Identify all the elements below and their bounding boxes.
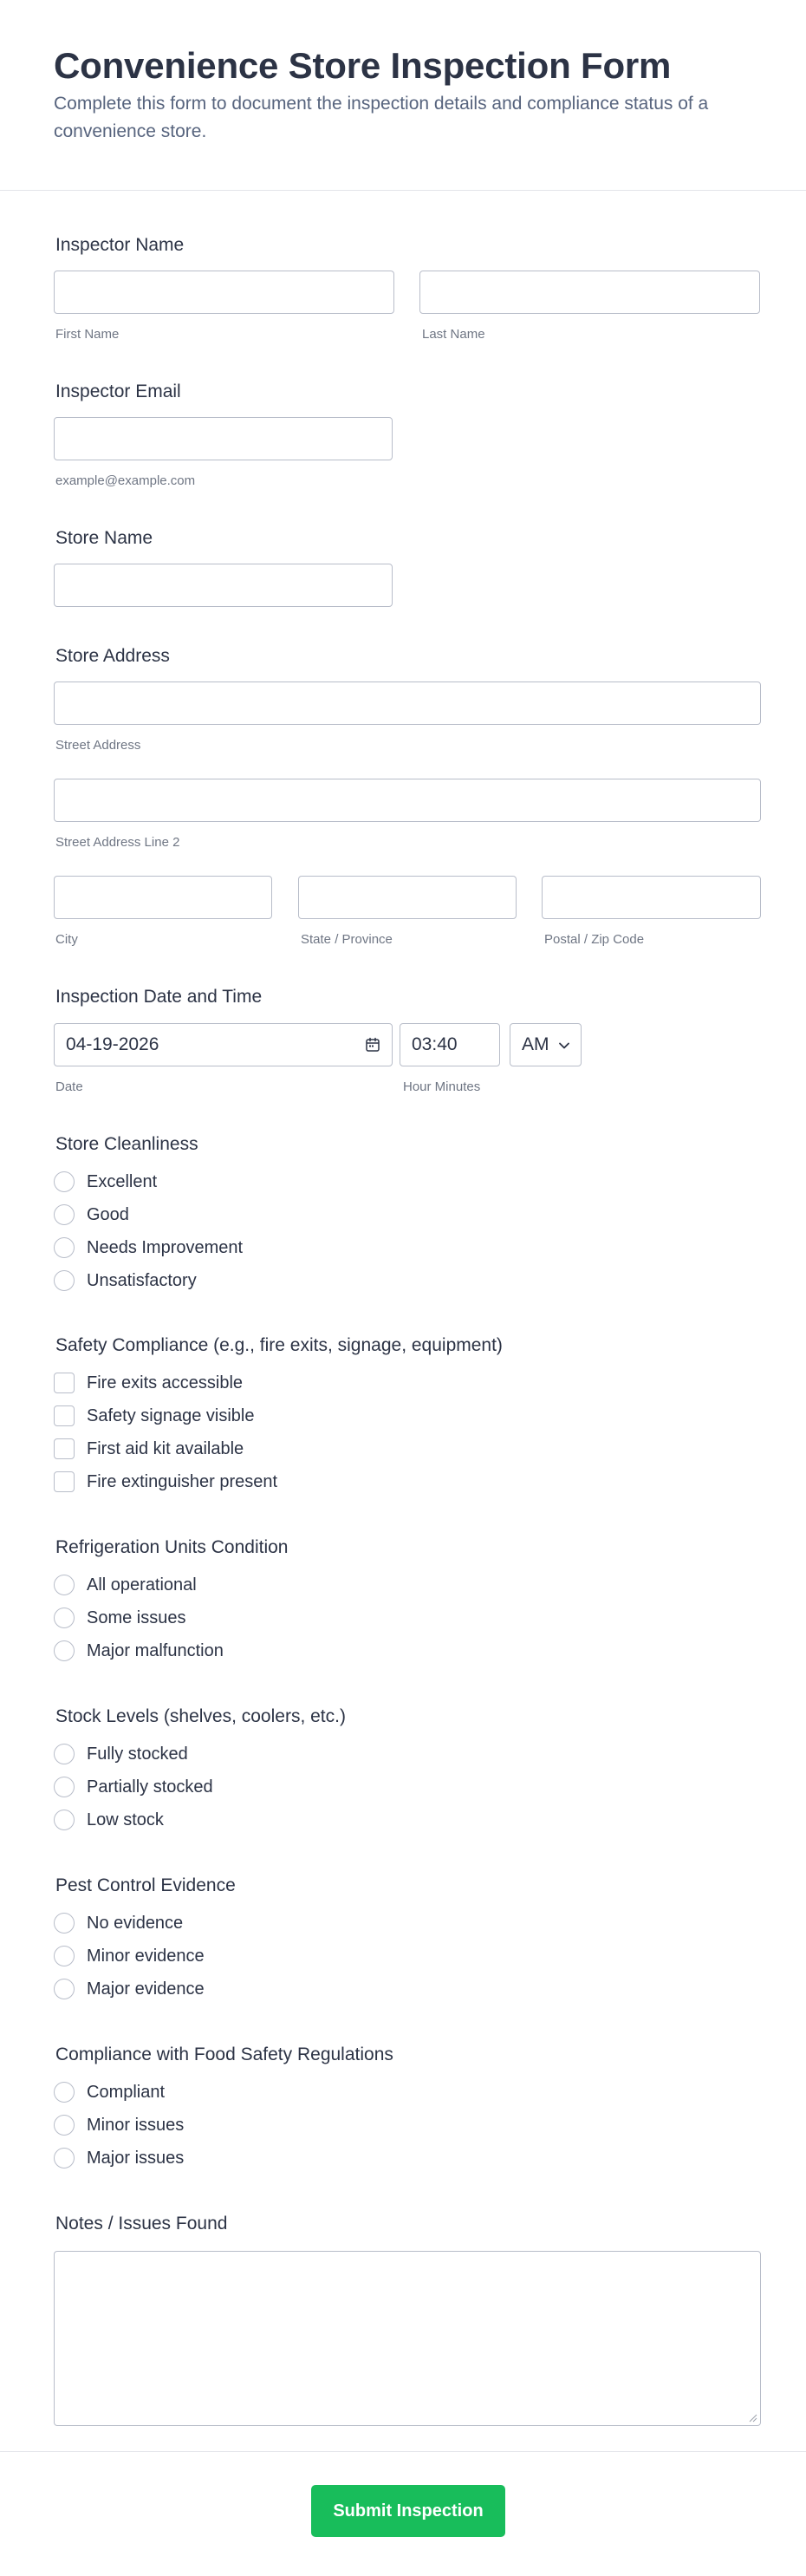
safety-label: Safety Compliance (e.g., fire exits, signage, equipment): [55, 1335, 503, 1355]
stock-option[interactable]: [54, 1808, 164, 1832]
radio-button[interactable]: [54, 1204, 75, 1225]
first-name-input[interactable]: [54, 271, 394, 314]
street-address-input[interactable]: [54, 681, 761, 725]
option-label: First aid kit available: [87, 1438, 244, 1458]
form-title: Convenience Store Inspection Form: [54, 45, 672, 86]
date-sublabel: Date: [55, 1079, 83, 1094]
safety-option[interactable]: [54, 1371, 243, 1395]
pest-option[interactable]: [54, 1911, 183, 1935]
refrigeration-option[interactable]: [54, 1639, 224, 1663]
last-name-sublabel: Last Name: [422, 327, 485, 342]
zip-input[interactable]: [542, 876, 761, 919]
cleanliness-option[interactable]: [54, 1236, 243, 1260]
option-label: Fire extinguisher present: [87, 1471, 278, 1491]
pest-option[interactable]: [54, 1977, 205, 2001]
time-value: 03:40: [412, 1034, 458, 1054]
radio-button[interactable]: [54, 1575, 75, 1595]
food-safety-label: Compliance with Food Safety Regulations: [55, 2044, 393, 2064]
option-label: Compliant: [87, 2082, 166, 2102]
option-label: Major issues: [87, 2148, 185, 2168]
option-label: Excellent: [87, 1171, 158, 1191]
stock-label: Stock Levels (shelves, coolers, etc.): [55, 1706, 346, 1726]
cleanliness-label: Store Cleanliness: [55, 1134, 198, 1154]
city-input[interactable]: [54, 876, 272, 919]
state-input[interactable]: [298, 876, 517, 919]
pest-option[interactable]: [54, 1944, 205, 1968]
chevron-down-icon: [558, 1040, 570, 1052]
footer-divider: [0, 2451, 806, 2452]
form-header: [0, 0, 806, 191]
food-safety-option[interactable]: [54, 2146, 184, 2170]
form-description: Complete this form to document the inspection details and compliance status of a convenience store.: [54, 94, 709, 141]
date-input[interactable]: [54, 1023, 393, 1066]
checkbox[interactable]: [54, 1471, 75, 1492]
time-sublabel: Hour Minutes: [403, 1079, 481, 1094]
zip-sublabel: Postal / Zip Code: [544, 932, 645, 947]
option-label: Good: [87, 1204, 129, 1224]
radio-button[interactable]: [54, 1810, 75, 1830]
calendar-icon[interactable]: [364, 1036, 381, 1053]
store-address-label: Store Address: [55, 646, 170, 666]
state-sublabel: State / Province: [301, 932, 393, 947]
option-label: Minor issues: [87, 2115, 185, 2135]
radio-button[interactable]: [54, 1979, 75, 1999]
radio-button[interactable]: [54, 1913, 75, 1934]
radio-button[interactable]: [54, 2115, 75, 2136]
city-sublabel: City: [55, 932, 78, 947]
option-label: Major evidence: [87, 1979, 205, 1999]
refrigeration-option[interactable]: [54, 1606, 186, 1630]
option-label: Partially stocked: [87, 1777, 213, 1797]
checkbox[interactable]: [54, 1438, 75, 1459]
option-label: Some issues: [87, 1608, 186, 1627]
inspection-datetime-label: Inspection Date and Time: [55, 987, 263, 1007]
food-safety-option[interactable]: [54, 2080, 165, 2104]
street-address-sublabel: Street Address: [55, 738, 141, 753]
option-label: No evidence: [87, 1913, 184, 1933]
radio-button[interactable]: [54, 1171, 75, 1192]
radio-button[interactable]: [54, 2148, 75, 2168]
option-label: Needs Improvement: [87, 1237, 244, 1257]
safety-option[interactable]: [54, 1437, 244, 1461]
inspector-name-label: Inspector Name: [55, 235, 185, 255]
option-label: Fire exits accessible: [87, 1373, 244, 1392]
radio-button[interactable]: [54, 1237, 75, 1258]
email-input[interactable]: [54, 417, 393, 460]
cleanliness-option[interactable]: [54, 1203, 129, 1227]
radio-button[interactable]: [54, 2082, 75, 2103]
food-safety-option[interactable]: [54, 2113, 184, 2137]
option-label: Safety signage visible: [87, 1405, 255, 1425]
option-label: Low stock: [87, 1810, 164, 1829]
date-value: 04-19-2026: [66, 1034, 159, 1054]
stock-option[interactable]: [54, 1742, 188, 1766]
checkbox[interactable]: [54, 1405, 75, 1426]
safety-option[interactable]: [54, 1404, 254, 1428]
time-input[interactable]: [400, 1023, 500, 1066]
email-sublabel: example@example.com: [55, 473, 196, 488]
inspector-email-label: Inspector Email: [55, 382, 181, 401]
notes-textarea[interactable]: [54, 2251, 761, 2426]
radio-button[interactable]: [54, 1777, 75, 1797]
safety-option[interactable]: [54, 1470, 277, 1494]
checkbox[interactable]: [54, 1373, 75, 1393]
radio-button[interactable]: [54, 1744, 75, 1764]
option-label: All operational: [87, 1575, 197, 1595]
ampm-value: AM: [522, 1034, 549, 1054]
store-name-input[interactable]: [54, 564, 393, 607]
refrigeration-option[interactable]: [54, 1573, 197, 1597]
ampm-select[interactable]: [510, 1023, 582, 1066]
cleanliness-option[interactable]: [54, 1268, 197, 1293]
first-name-sublabel: First Name: [55, 327, 120, 342]
pest-label: Pest Control Evidence: [55, 1875, 236, 1895]
radio-button[interactable]: [54, 1608, 75, 1628]
radio-button[interactable]: [54, 1640, 75, 1661]
submit-inspection-button[interactable]: Submit Inspection: [311, 2485, 505, 2537]
refrigeration-label: Refrigeration Units Condition: [55, 1537, 289, 1557]
option-label: Unsatisfactory: [87, 1270, 197, 1290]
notes-label: Notes / Issues Found: [55, 2214, 228, 2234]
option-label: Fully stocked: [87, 1744, 188, 1764]
stock-option[interactable]: [54, 1775, 213, 1799]
radio-button[interactable]: [54, 1270, 75, 1291]
resize-handle-icon[interactable]: [747, 2412, 757, 2423]
radio-button[interactable]: [54, 1946, 75, 1966]
option-label: Major malfunction: [87, 1640, 224, 1660]
street-address-line2-sublabel: Street Address Line 2: [55, 835, 180, 850]
store-name-label: Store Name: [55, 528, 153, 548]
option-label: Minor evidence: [87, 1946, 205, 1966]
last-name-input[interactable]: [419, 271, 760, 314]
cleanliness-option[interactable]: [54, 1170, 157, 1194]
street-address-line2-input[interactable]: [54, 779, 761, 822]
